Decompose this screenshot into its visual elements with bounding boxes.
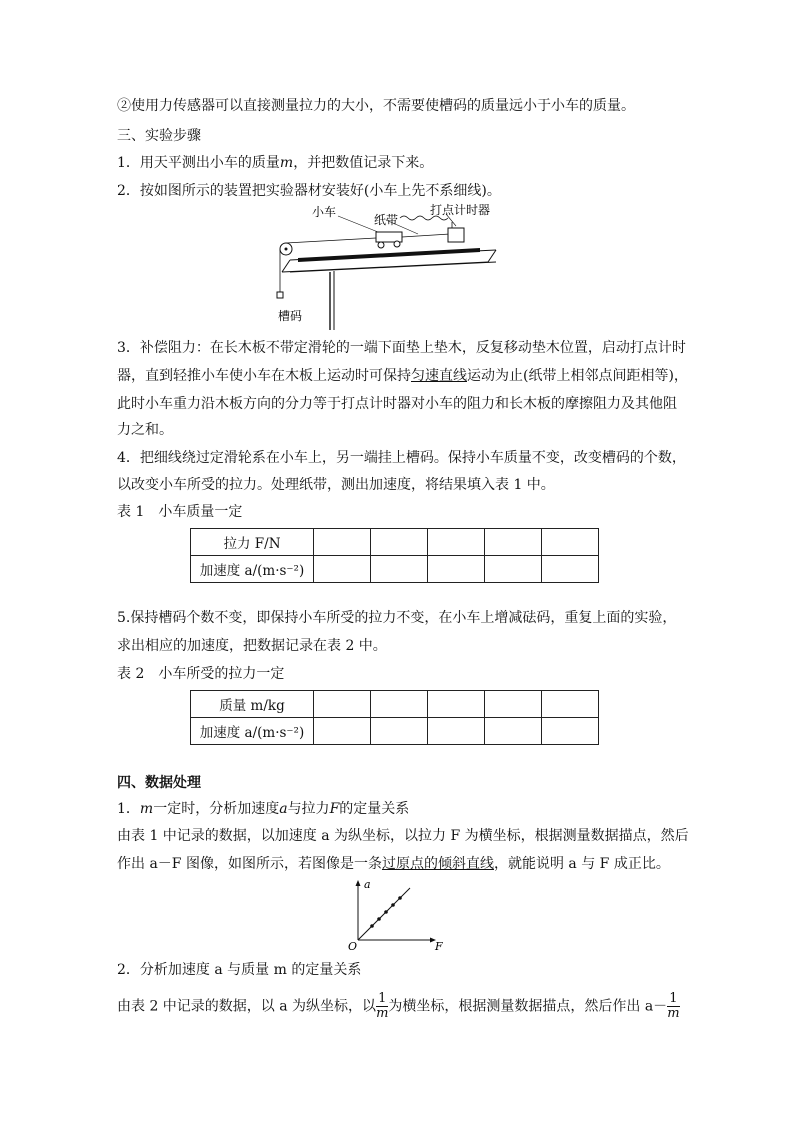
- data-item-1: [117, 799, 409, 819]
- table2-caption: 表 2 小车所受的拉力一定: [117, 666, 285, 682]
- table-cell: [428, 529, 485, 556]
- data-item-2-line-2: [117, 992, 680, 1021]
- step3-l2-b: 运动为止(纸带上相邻点间距相等)，: [467, 368, 688, 384]
- d1-c: 与拉力: [287, 801, 330, 817]
- step3-l2-a: 器，直到轻推小车使小车在木板上运动时可保持: [117, 368, 411, 384]
- step-2: 2．按如图所示的装置把实验器材安装好(小车上先不系细线)。: [117, 183, 501, 199]
- table-cell: [542, 556, 599, 583]
- apparatus-figure: [268, 200, 504, 332]
- table-cell: [542, 529, 599, 556]
- origin-label: O: [348, 940, 358, 952]
- label-timer: 打点计时器: [430, 203, 491, 217]
- step1-text-b: ，并把数值记录下来。: [293, 155, 434, 171]
- table-cell: [371, 529, 428, 556]
- step-5-line-1: 5.保持槽码个数不变，即保持小车所受的拉力不变，在小车上增减砝码，重复上面的实验，: [117, 610, 677, 626]
- table2-row1-label: 质量 m/kg: [191, 691, 314, 718]
- step-4-line-2: 以改变小车所受的拉力。处理纸带，测出加速度，将结果填入表 1 中。: [117, 477, 555, 493]
- data-item-2: 2．分析加速度 a 与质量 m 的定量关系: [117, 962, 362, 978]
- d1-d: 的定量关系: [339, 801, 410, 817]
- x-axis-label: F: [435, 940, 443, 952]
- table2-row2-label: 加速度 a/(m·s⁻²): [191, 718, 314, 745]
- table-cell: [485, 529, 542, 556]
- d2-l2-b: 为横坐标，根据测量数据描点，然后作出 a－: [388, 998, 668, 1015]
- table-cell: [428, 556, 485, 583]
- d1-a: 1．: [117, 801, 140, 817]
- table-cell: [314, 718, 371, 745]
- table-cell: [428, 691, 485, 718]
- step-3-line-3: 此时小车重力沿木板方向的分力等于打点计时器对小车的阻力和长木板的摩擦阻力及其他阻: [117, 396, 677, 412]
- step-3-line-1: 3．补偿阻力：在长木板不带定滑轮的一端下面垫上垫木，反复移动垫木位置，启动打点计时: [117, 340, 686, 356]
- table1-row2-label: 加速度 a/(m·s⁻²): [191, 556, 314, 583]
- frac-den: m: [667, 1006, 680, 1021]
- timer-icon: [448, 228, 464, 242]
- table-cell: [485, 718, 542, 745]
- y-axis-label: a: [364, 878, 371, 891]
- d1-m: m: [139, 801, 154, 817]
- table-cell: [485, 691, 542, 718]
- table1-row1-label: 拉力 F/N: [191, 529, 314, 556]
- d1-a2: a: [279, 801, 288, 817]
- fraction-1-over-m: [376, 992, 388, 1021]
- step-5-line-2: 求出相应的加速度，把数据记录在表 2 中。: [117, 638, 387, 654]
- table-cell: [542, 691, 599, 718]
- d1-l3-a: 作出 a－F 图像，如图所示，若图像是一条: [117, 856, 382, 872]
- label-car: 小车: [312, 205, 337, 219]
- table-1: [190, 528, 599, 583]
- table-cell: [428, 718, 485, 745]
- frac-num: 1: [667, 992, 679, 1007]
- table1-caption: 表 1 小车质量一定: [117, 504, 243, 520]
- data-item-1-line-2: 由表 1 中记录的数据，以加速度 a 为纵坐标，以拉力 F 为横坐标，根据测量数据描点，然后: [117, 828, 689, 844]
- step-4-line-1: 4．把细线绕过定滑轮系在小车上，另一端挂上槽码。保持小车质量不变，改变槽码的个数，: [117, 450, 686, 466]
- table-row: [191, 556, 599, 583]
- step1-var-m: m: [279, 155, 294, 171]
- d1-l3-underline: 过原点的倾斜直线: [381, 856, 494, 872]
- table-cell: [314, 529, 371, 556]
- table-cell: [542, 718, 599, 745]
- fraction-1-over-m-2: [667, 992, 679, 1021]
- data-item-1-line-3: [117, 854, 670, 874]
- table-cell: [314, 691, 371, 718]
- step1-text-a: 1．用天平测出小车的质量: [117, 155, 280, 171]
- weight-icon: [277, 292, 283, 298]
- table-row: [191, 691, 599, 718]
- d1-F: F: [329, 801, 340, 817]
- note-line: ②使用力传感器可以直接测量拉力的大小，不需要使槽码的质量远小于小车的质量。: [117, 98, 635, 114]
- d1-b: 一定时，分析加速度: [153, 801, 280, 817]
- table-cell: [314, 556, 371, 583]
- table-row: [191, 718, 599, 745]
- car-icon: [376, 232, 402, 242]
- table-cell: [371, 556, 428, 583]
- label-weight: 槽码: [278, 309, 303, 323]
- step-1: [117, 153, 433, 173]
- frac-den: m: [376, 1006, 389, 1021]
- table-cell: [485, 556, 542, 583]
- step3-l2-underline: 匀速直线: [411, 368, 467, 384]
- step-3-line-4: 力之和。: [117, 422, 173, 438]
- table-row: [191, 529, 599, 556]
- step-3-line-2: [117, 366, 688, 386]
- table-cell: [371, 718, 428, 745]
- frac-num: 1: [376, 992, 388, 1007]
- section-heading-data: 四、数据处理: [117, 775, 201, 791]
- table-2: [190, 690, 599, 745]
- a-F-graph: [346, 876, 450, 952]
- d2-l2-a: 由表 2 中记录的数据，以 a 为纵坐标，以: [117, 998, 377, 1015]
- label-tape: 纸带: [374, 213, 399, 227]
- table-cell: [371, 691, 428, 718]
- section-heading-steps: 三、实验步骤: [117, 128, 201, 144]
- d1-l3-b: ，就能说明 a 与 F 成正比。: [493, 856, 670, 872]
